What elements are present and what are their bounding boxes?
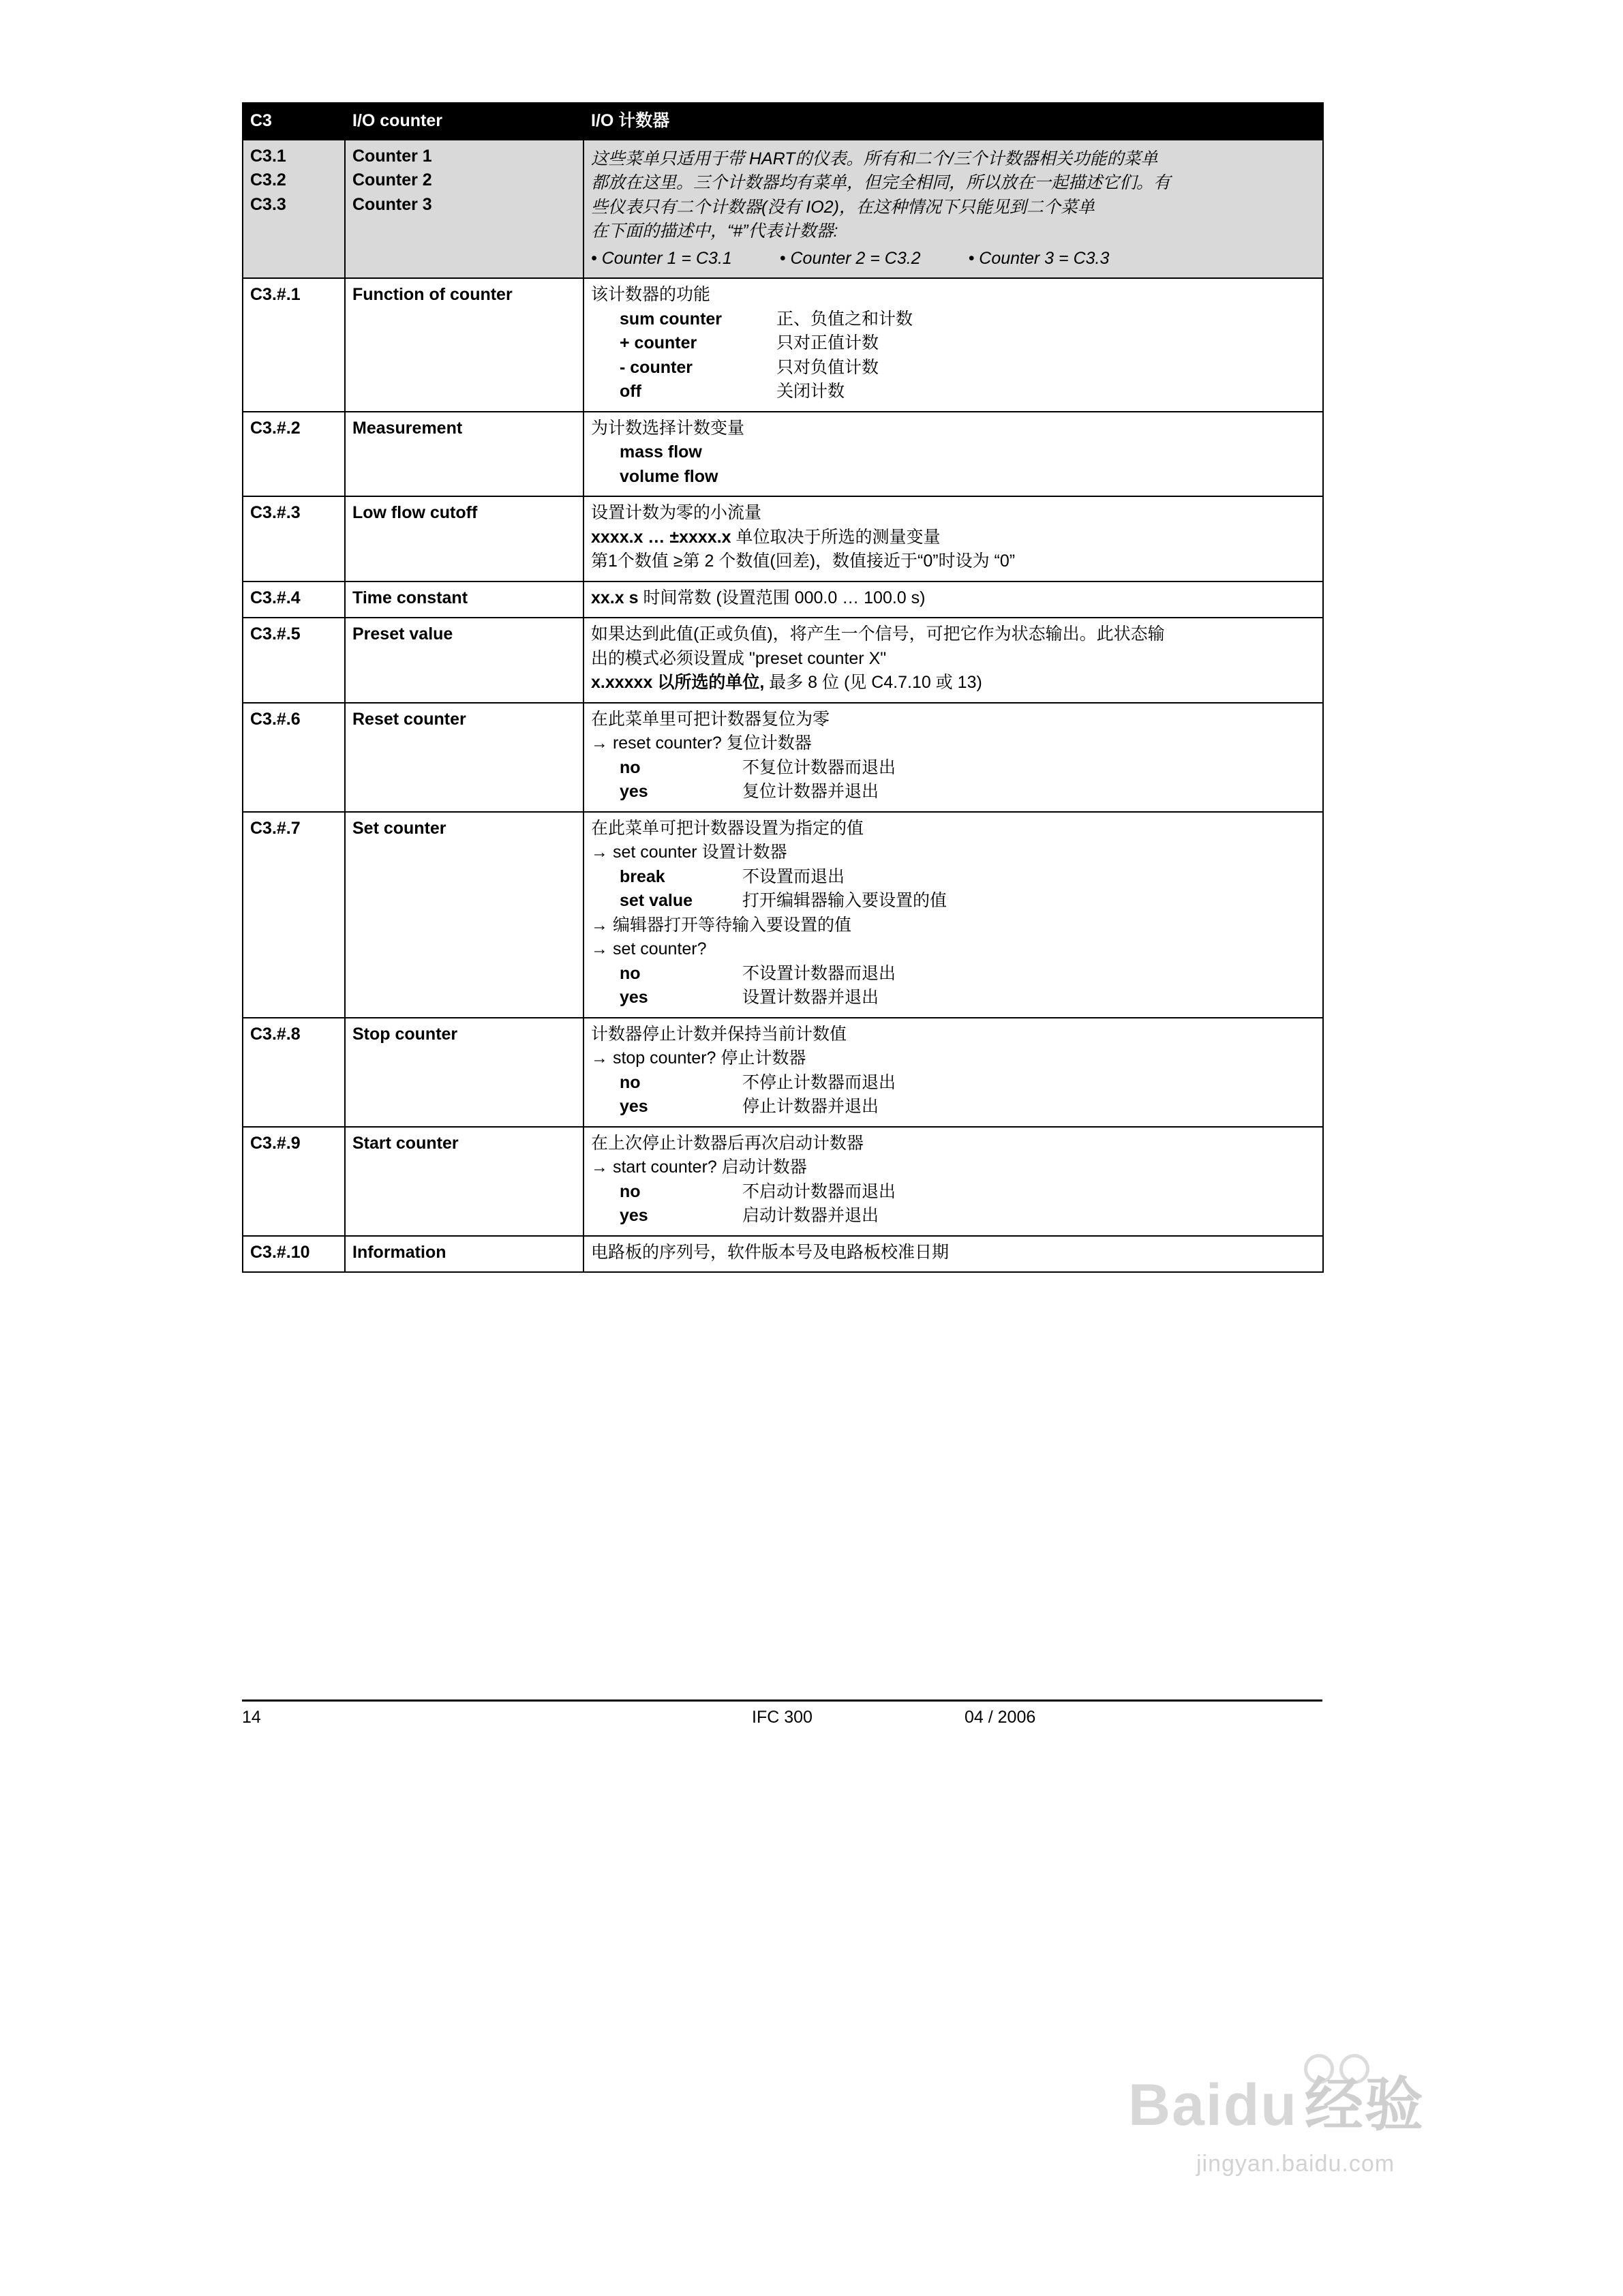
option-desc: 不设置计数器而退出	[742, 963, 896, 983]
option-label: yes	[620, 782, 648, 801]
row-chinese	[583, 1018, 1323, 1127]
option-item	[620, 962, 1317, 986]
header-code: C3	[243, 103, 345, 140]
row-code: C3.#.6	[243, 703, 345, 812]
row-english: Time constant	[345, 581, 583, 618]
header-chinese: I/O 计数器	[583, 103, 1323, 140]
watermark-url: jingyan.baidu.com	[1196, 2151, 1395, 2177]
intro-label-counter-3: Counter 3	[352, 194, 432, 214]
option-label: no	[620, 1181, 641, 1201]
table-row	[243, 1236, 1323, 1273]
option-item	[620, 1071, 1317, 1096]
intro-codes	[243, 140, 345, 279]
row-chinese	[583, 412, 1323, 497]
option-label: set value	[620, 891, 693, 910]
option-item	[620, 1204, 1317, 1228]
row-code: C3.#.2	[243, 412, 345, 497]
baidu-watermark	[1128, 2049, 1537, 2199]
row-arrow-line: → set counter 设置计数器	[591, 843, 787, 862]
option-label: yes	[620, 1097, 648, 1116]
option-label: no	[620, 757, 641, 777]
option-item	[620, 889, 1317, 913]
intro-chinese-text	[583, 140, 1323, 279]
option-label: yes	[620, 1206, 648, 1225]
option-label: yes	[620, 988, 648, 1007]
intro-line-4: 在下面的描述中，“#”代表计数器:	[591, 222, 838, 241]
line-rest: 时间常数 (设置范围 000.0 … 100.0 s)	[638, 588, 926, 607]
watermark-main	[1128, 2072, 1425, 2138]
option-item	[620, 356, 1317, 380]
row-code: C3.#.9	[243, 1127, 345, 1236]
line-bold: xx.x s	[591, 588, 639, 607]
line-rest: 单位取决于所选的测量变量	[731, 527, 941, 547]
row-arrow-line-2: → 编辑器打开等待输入要设置的值	[591, 915, 851, 935]
row-arrow-line: → start counter? 启动计数器	[591, 1158, 807, 1177]
table-row	[243, 812, 1323, 1018]
row-chinese	[583, 496, 1323, 581]
option-label: - counter	[620, 357, 693, 377]
row-chinese	[583, 703, 1323, 812]
row-english: Stop counter	[345, 1018, 583, 1127]
option-desc: 只对正值计数	[776, 333, 879, 352]
option-label: no	[620, 963, 641, 983]
counter-map-3: • Counter 3 = C3.3	[968, 248, 1110, 268]
row-detail-line	[591, 586, 1317, 611]
option-item	[620, 465, 1317, 489]
row-chinese	[583, 1236, 1323, 1273]
row-chinese	[583, 1127, 1323, 1236]
row-intro-text: 计数器停止计数并保持当前计数值	[591, 1024, 847, 1044]
row-intro-text: 在此菜单可把计数器设置为指定的值	[591, 818, 864, 838]
row-arrow-line-3: → set counter?	[591, 939, 707, 958]
option-label: break	[620, 866, 665, 886]
row-intro-text: 在此菜单里可把计数器复位为零	[591, 709, 830, 729]
row-chinese	[583, 618, 1323, 703]
row-arrow-line: → reset counter? 复位计数器	[591, 734, 812, 753]
option-desc: 停止计数器并退出	[742, 1097, 879, 1116]
option-item	[620, 307, 1317, 332]
intro-label-counter-1: Counter 1	[352, 146, 432, 166]
line-bold: xxxx.x … ±xxxx.x	[591, 527, 731, 547]
option-item	[620, 986, 1317, 1010]
intro-line-1: 这些菜单只适用于带 HART的仪表。所有和二个/三个计数器相关功能的菜单	[591, 149, 1158, 168]
row-english: Start counter	[345, 1127, 583, 1236]
option-desc: 不复位计数器而退出	[742, 757, 896, 777]
row-intro-text: 该计数器的功能	[591, 285, 711, 304]
row-code: C3.#.10	[243, 1236, 345, 1273]
row-english: Function of counter	[345, 278, 583, 412]
row-intro-text: 在上次停止计数器后再次启动计数器	[591, 1133, 864, 1153]
option-desc: 启动计数器并退出	[742, 1206, 879, 1225]
option-label: + counter	[620, 333, 697, 352]
intro-label-counter-2: Counter 2	[352, 170, 432, 190]
row-code: C3.#.8	[243, 1018, 345, 1127]
option-desc: 只对负值计数	[776, 357, 879, 377]
intro-counter-mapping	[591, 247, 1317, 271]
row-chinese	[583, 581, 1323, 618]
row-detail-line	[591, 671, 1317, 695]
table-row	[243, 496, 1323, 581]
counter-map-2: • Counter 2 = C3.2	[779, 248, 921, 268]
row-english: Set counter	[345, 812, 583, 1018]
footer-divider	[242, 1700, 1322, 1702]
option-label: volume flow	[620, 466, 718, 486]
option-desc: 关闭计数	[776, 382, 845, 401]
row-arrow-line: → stop counter? 停止计数器	[591, 1048, 806, 1068]
table-row	[243, 278, 1323, 412]
table-row	[243, 703, 1323, 812]
row-detail-line	[591, 622, 1317, 647]
option-item	[620, 1095, 1317, 1119]
row-detail-line	[591, 647, 1317, 671]
option-item	[620, 331, 1317, 356]
option-label: sum counter	[620, 309, 723, 329]
row-code: C3.#.4	[243, 581, 345, 618]
row-english: Preset value	[345, 618, 583, 703]
io-counter-table	[242, 102, 1324, 1273]
row-detail-line	[591, 526, 1317, 550]
option-desc: 复位计数器并退出	[742, 782, 879, 801]
header-english: I/O counter	[345, 103, 583, 140]
line-bold: x.xxxxx 以所选的单位,	[591, 673, 765, 692]
row-english: Reset counter	[345, 703, 583, 812]
row-intro-text: 设置计数为零的小流量	[591, 503, 762, 522]
watermark-chinese: 经验	[1304, 2072, 1425, 2138]
row-english: Measurement	[345, 412, 583, 497]
line-rest: 出的模式必须设置成 "preset counter X"	[591, 648, 887, 668]
option-item	[620, 1180, 1317, 1205]
option-item	[620, 780, 1317, 804]
option-desc: 不停止计数器而退出	[742, 1072, 896, 1092]
row-detail-line	[591, 549, 1317, 574]
line-rest: 如果达到此值(正或负值)，将产生一个信号，可把它作为状态输出。此状态输	[591, 624, 1165, 644]
intro-line-3: 些仪表只有二个计数器(没有 IO2)，在这种情况下只能见到二个菜单	[591, 197, 1095, 217]
option-label: mass flow	[620, 442, 702, 462]
row-code: C3.#.3	[243, 496, 345, 581]
table-row	[243, 618, 1323, 703]
option-desc: 正、负值之和计数	[776, 309, 913, 329]
line-rest: 最多 8 位 (见 C4.7.10 或 13)	[764, 673, 982, 692]
row-code: C3.#.5	[243, 618, 345, 703]
intro-english-labels	[345, 140, 583, 279]
intro-code-1: C3.1	[250, 146, 286, 166]
line-rest: 第1个数值 ≥第 2 个数值(回差)，数值接近于“0”时设为 “0”	[591, 552, 1016, 571]
row-code: C3.#.7	[243, 812, 345, 1018]
page-footer	[242, 1708, 1322, 1735]
table-row	[243, 581, 1323, 618]
option-item	[620, 865, 1317, 890]
footer-device-name: IFC 300	[752, 1708, 813, 1727]
option-desc: 不启动计数器而退出	[742, 1181, 896, 1201]
row-chinese	[583, 812, 1323, 1018]
row-intro-text: 为计数选择计数变量	[591, 418, 745, 438]
option-item	[620, 380, 1317, 404]
watermark-latin: Baidu	[1128, 2072, 1298, 2138]
option-item	[620, 440, 1317, 465]
table-header-row	[243, 103, 1323, 140]
row-chinese	[583, 278, 1323, 412]
table-intro-row	[243, 140, 1323, 279]
footer-date: 04 / 2006	[965, 1708, 1036, 1727]
row-english: Information	[345, 1236, 583, 1273]
table-row	[243, 1018, 1323, 1127]
option-label: no	[620, 1072, 641, 1092]
table-row	[243, 412, 1323, 497]
footer-page-number: 14	[242, 1708, 261, 1727]
row-intro-text: 电路板的序列号，软件版本号及电路板校准日期	[591, 1242, 950, 1262]
option-label: off	[620, 382, 641, 401]
option-desc: 设置计数器并退出	[742, 988, 879, 1007]
intro-code-3: C3.3	[250, 194, 286, 214]
counter-map-1: • Counter 1 = C3.1	[591, 248, 732, 268]
table-row	[243, 1127, 1323, 1236]
intro-code-2: C3.2	[250, 170, 286, 190]
row-english: Low flow cutoff	[345, 496, 583, 581]
intro-line-2: 都放在这里。三个计数器均有菜单，但完全相同，所以放在一起描述它们。有	[591, 173, 1171, 192]
option-item	[620, 756, 1317, 781]
option-desc: 打开编辑器输入要设置的值	[742, 891, 947, 910]
option-desc: 不设置而退出	[742, 866, 845, 886]
row-code: C3.#.1	[243, 278, 345, 412]
